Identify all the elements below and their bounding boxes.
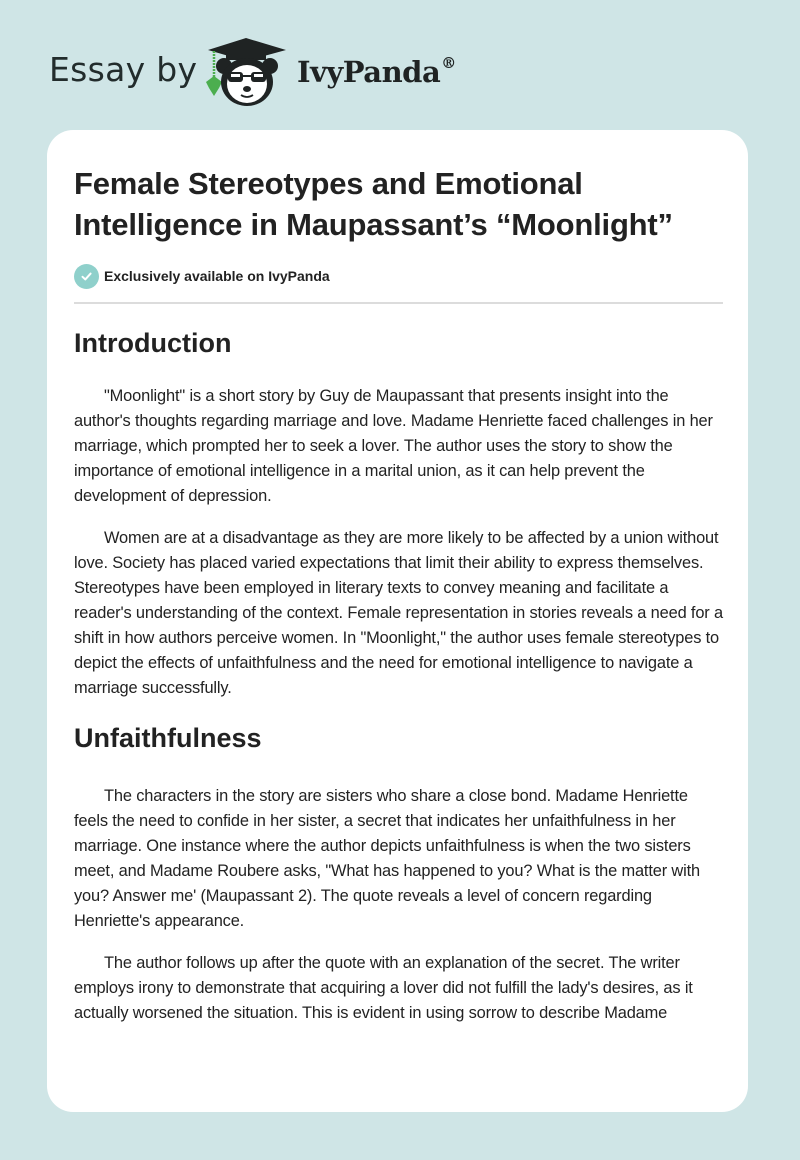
- page-title: Female Stereotypes and Emotional Intelligence in Maupassant’s “Moonlight”: [74, 166, 673, 242]
- section-heading-unfaithfulness: Unfaithfulness: [74, 723, 262, 753]
- panda-graduate-logo-icon[interactable]: [200, 36, 292, 108]
- brand-name[interactable]: [297, 54, 456, 89]
- divider: [74, 302, 723, 304]
- brand-text: IvyPanda: [297, 55, 441, 89]
- exclusive-badge: [74, 263, 724, 289]
- paragraph: "Moonlight" is a short story by Guy de Maupassant that presents insight into the author's thoughts regarding marriage and love. Madame Henriette faced challenges in her marriage, which prompted her to seek a lover. The author uses the story to show the importance of emotional intelligence in a marital union, as it can help prevent the development of depression.: [74, 387, 713, 505]
- check-circle-icon: [74, 264, 99, 289]
- essay-by-label: Essay by: [49, 50, 198, 89]
- paragraph: The author follows up after the quote with an explanation of the secret. The writer employs irony to demonstrate that acquiring a lover did not fulfill the lady's desires, as it actually worsened the situation. This is evident in using sorrow to describe Madame: [74, 954, 693, 1022]
- registered-mark: ®: [441, 54, 456, 72]
- paragraph: Women are at a disadvantage as they are more likely to be affected by a union without love. Society has placed varied expectations that limit their ability to express themselves. Stereotypes have been employed in literary texts to convey meaning and facilitate a reader's understanding of the context. Female representation in stories reveals a need for a shift in how authors perceive women. In "Moonlight," the author uses female stereotypes to depict the effects of unfaithfulness and the need for emotional intelligence to navigate a marriage successfully.: [74, 529, 723, 697]
- paragraph: The characters in the story are sisters who share a close bond. Madame Henriette feels the need to confide in her sister, a secret that indicates her unfaithfulness in her marriage. One instance where the author depicts unfaithfulness is when the two sisters meet, and Madame Roubere asks, "What has happened to you? What is the matter with you? Answer me' (Maupassant 2). The quote reveals a level of concern regarding Henriette's appearance.: [74, 787, 700, 930]
- essay-card: [47, 130, 748, 1112]
- exclusive-text: Exclusively available on IvyPanda: [104, 268, 330, 284]
- essay-content: [74, 163, 724, 1026]
- site-header: [0, 0, 800, 120]
- section-heading-introduction: Introduction: [74, 328, 232, 358]
